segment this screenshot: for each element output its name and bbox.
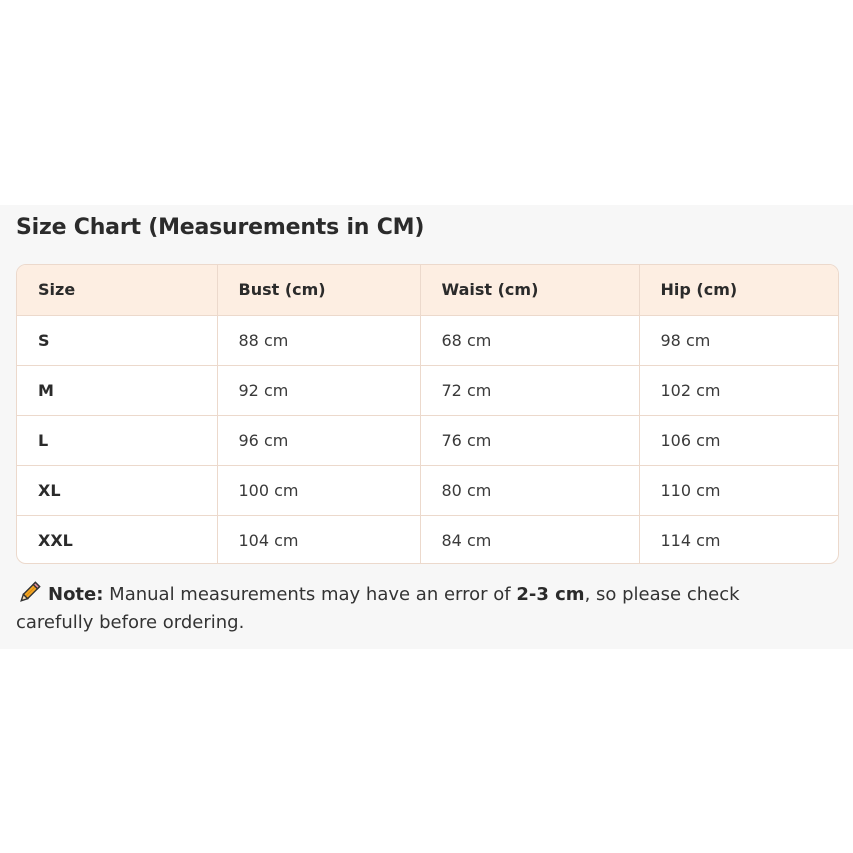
header-hip: Hip (cm)	[639, 265, 838, 315]
size-chart-table	[17, 265, 838, 564]
size-cell: M	[17, 365, 217, 415]
hip-cell: 98 cm	[639, 315, 838, 365]
table-row	[17, 415, 838, 465]
bust-cell: 88 cm	[217, 315, 420, 365]
hip-cell: 102 cm	[639, 365, 838, 415]
note-text-before: Manual measurements may have an error of	[103, 584, 517, 605]
measurement-note	[16, 580, 816, 637]
hip-cell: 110 cm	[639, 465, 838, 515]
size-cell: XXL	[17, 515, 217, 564]
waist-cell: 76 cm	[420, 415, 639, 465]
bust-cell: 104 cm	[217, 515, 420, 564]
bust-cell: 92 cm	[217, 365, 420, 415]
bust-cell: 96 cm	[217, 415, 420, 465]
pencil-icon	[16, 580, 42, 606]
note-text-after: , so please check carefully before ordering.	[16, 584, 740, 633]
waist-cell: 84 cm	[420, 515, 639, 564]
size-chart-table-wrapper	[16, 264, 839, 564]
table-row	[17, 315, 838, 365]
table-row	[17, 515, 838, 564]
waist-cell: 80 cm	[420, 465, 639, 515]
note-label: Note:	[48, 584, 104, 605]
waist-cell: 68 cm	[420, 315, 639, 365]
size-cell: S	[17, 315, 217, 365]
size-cell: XL	[17, 465, 217, 515]
hip-cell: 114 cm	[660, 530, 721, 550]
size-cell: L	[17, 415, 217, 465]
note-emphasis: 2-3 cm	[516, 584, 585, 605]
bust-cell: 100 cm	[217, 465, 420, 515]
waist-cell: 72 cm	[420, 365, 639, 415]
header-waist: Waist (cm)	[420, 265, 639, 315]
header-bust: Bust (cm)	[217, 265, 420, 315]
page-title: Size Chart (Measurements in CM)	[16, 215, 425, 240]
table-row	[17, 365, 838, 415]
table-row	[17, 465, 838, 515]
table-header-row	[17, 265, 838, 315]
hip-cell: 106 cm	[639, 415, 838, 465]
header-size: Size	[17, 265, 217, 315]
